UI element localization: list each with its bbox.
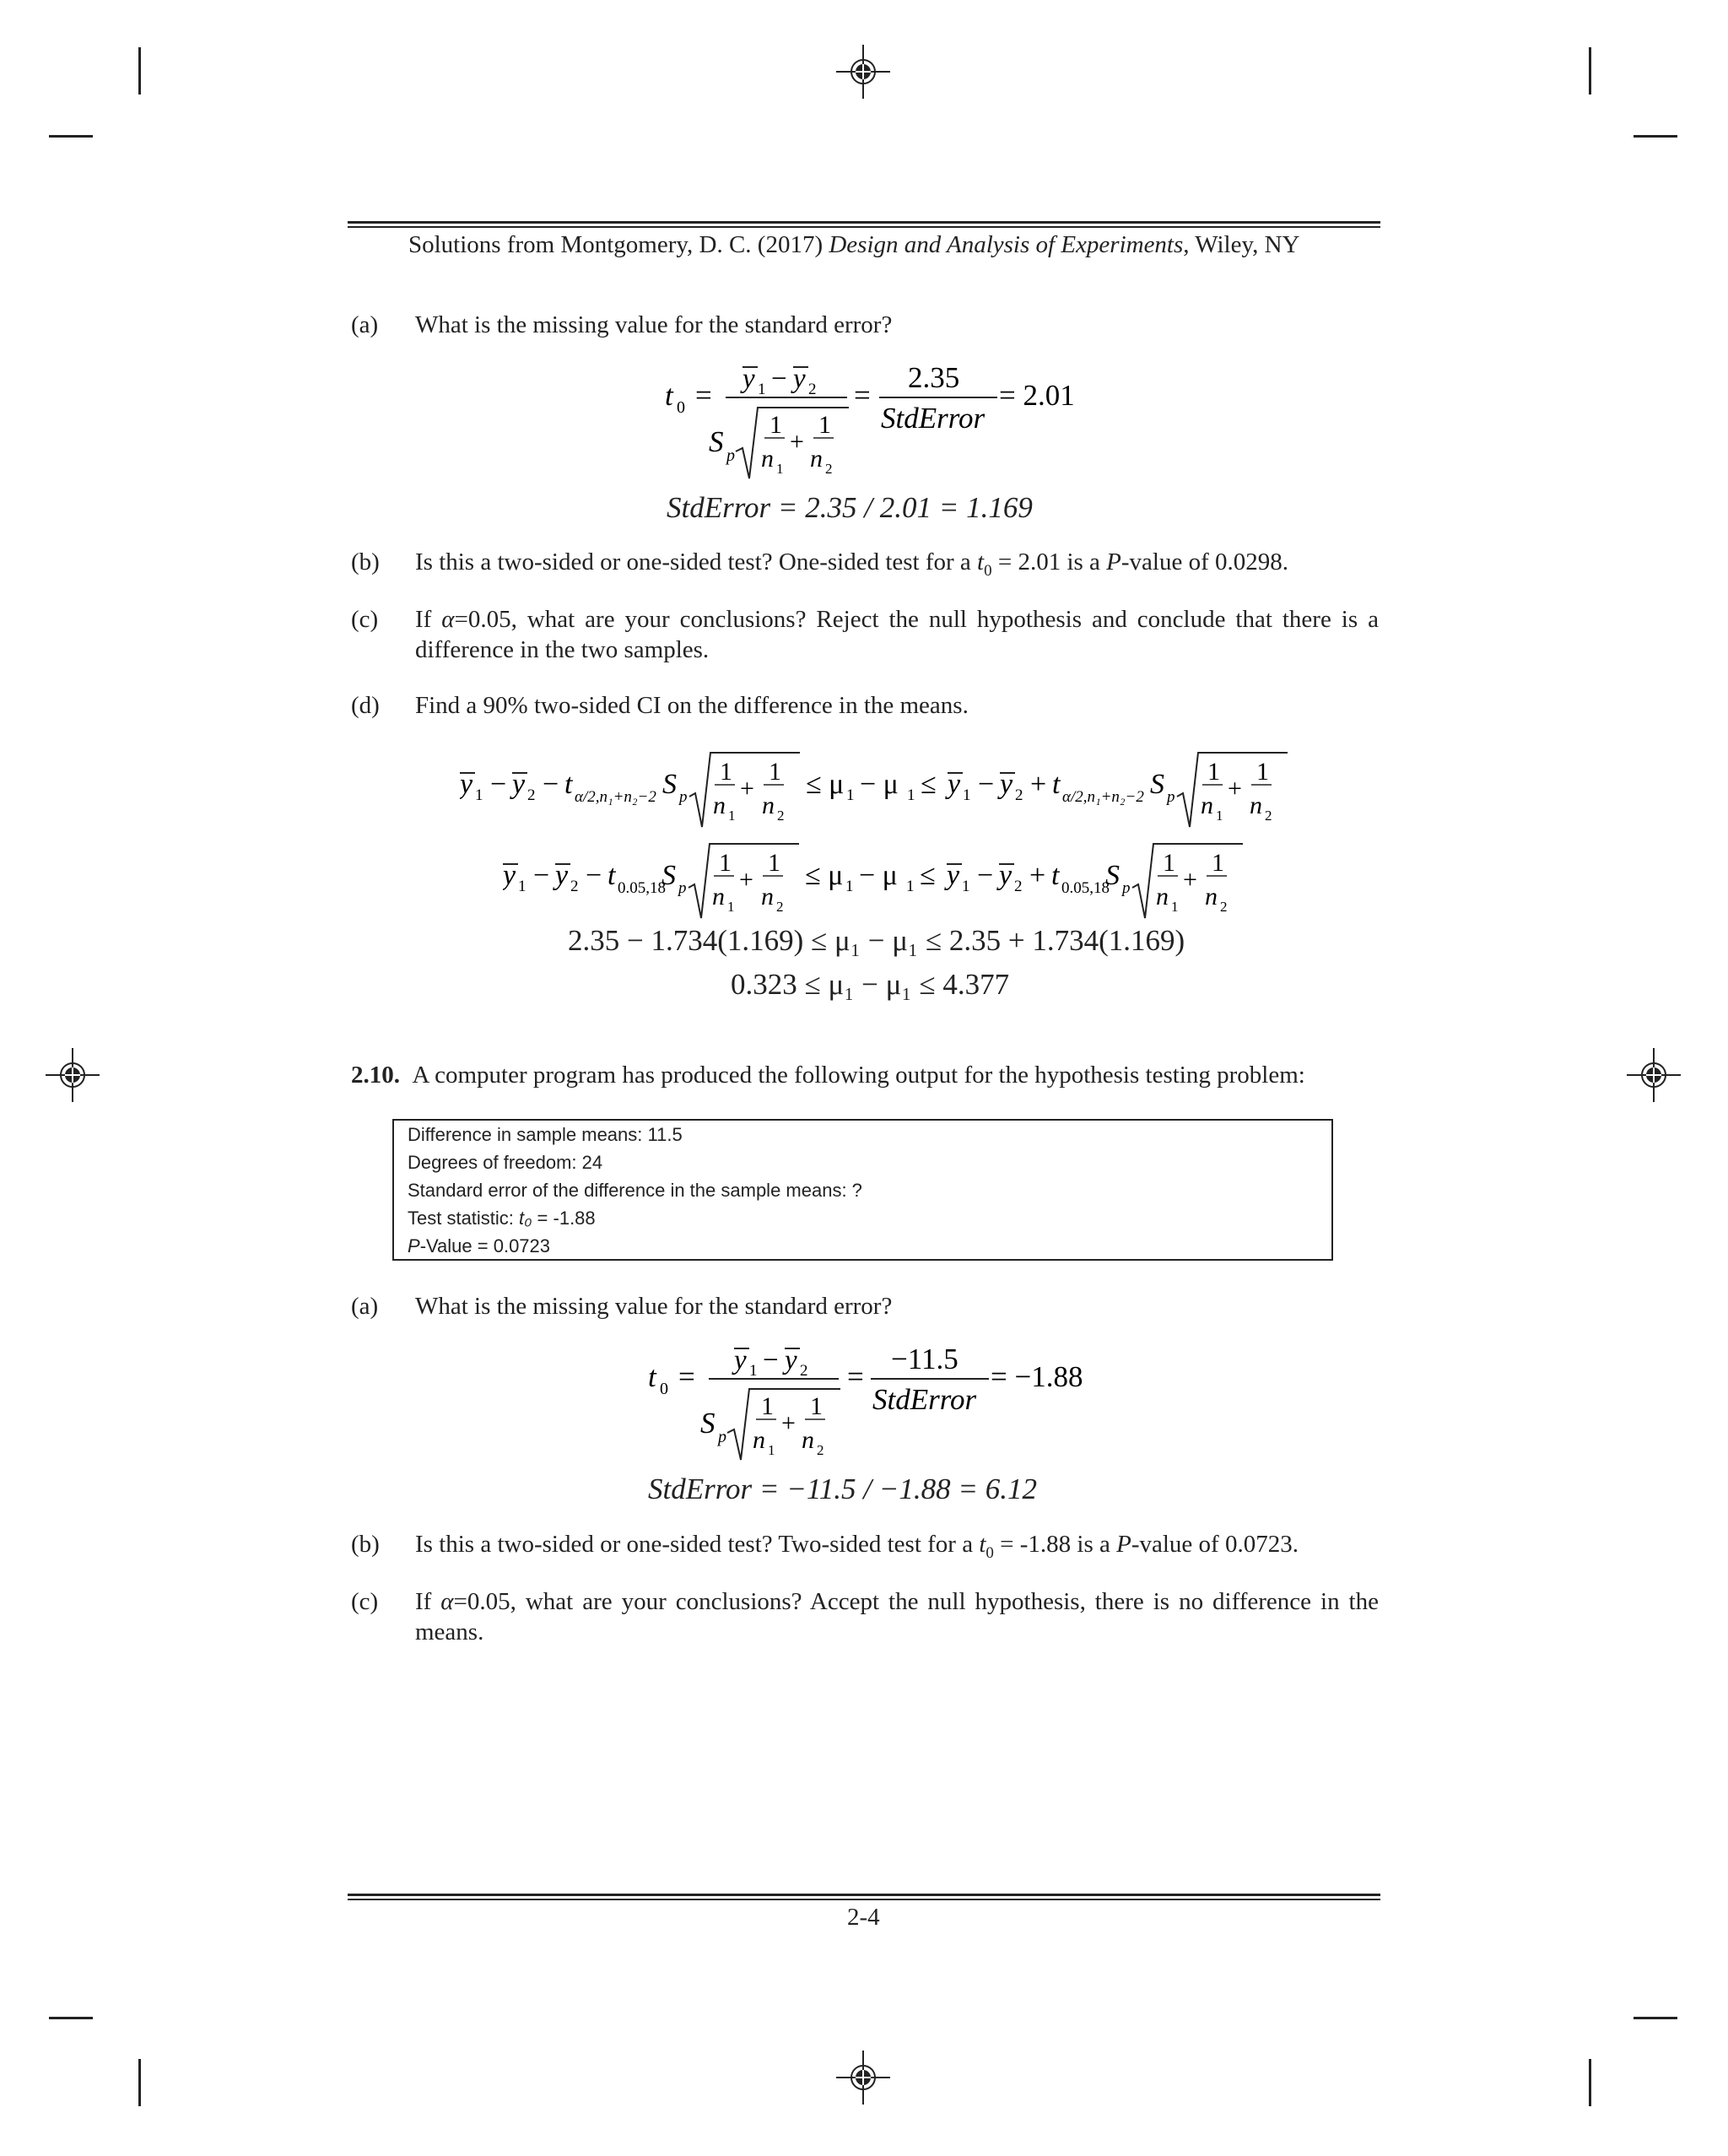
- q29-c-alpha: α: [441, 606, 455, 633]
- svg-text:2: 2: [825, 461, 833, 477]
- svg-text:−: −: [586, 860, 602, 891]
- svg-text:p: p: [1122, 879, 1131, 897]
- svg-text:− μ: − μ: [860, 769, 899, 800]
- crop-mark-top-right-horizontal: [1634, 135, 1677, 138]
- q29-c-text-part1: If: [415, 606, 442, 633]
- svg-text:≤ μ: ≤ μ: [805, 860, 844, 891]
- svg-text:n: n: [762, 792, 775, 819]
- svg-text:n: n: [810, 445, 823, 473]
- svg-text:1: 1: [963, 786, 971, 804]
- svg-text:1: 1: [810, 1392, 823, 1420]
- q210-b-t: t: [979, 1531, 986, 1558]
- q210-b-label: (b): [351, 1531, 380, 1558]
- svg-text:1: 1: [770, 411, 782, 439]
- svg-text:≤: ≤: [921, 769, 937, 800]
- output-pvalue-value: -Value = 0.0723: [419, 1235, 551, 1256]
- svg-text:y: y: [999, 860, 1012, 891]
- svg-text:y: y: [503, 860, 516, 891]
- page-number: 2-4: [847, 1904, 880, 1931]
- header-rule-thick: [348, 221, 1380, 224]
- footer-rule-thin: [348, 1899, 1380, 1900]
- q210-b-t-sub: 0: [986, 1543, 994, 1562]
- header-book-title: Design and Analysis of Experiments: [829, 231, 1184, 258]
- svg-text:1: 1: [768, 1442, 775, 1458]
- svg-text:p: p: [1167, 788, 1175, 806]
- registration-mark-bottom-icon: [836, 2051, 890, 2105]
- registration-mark-top-icon: [836, 45, 890, 99]
- q29-c-text: [415, 604, 1379, 665]
- svg-text:t: t: [564, 769, 573, 800]
- svg-text:1: 1: [758, 381, 766, 398]
- q29-a-eq-result: = 2.01: [999, 379, 1075, 412]
- svg-text:2: 2: [800, 1362, 808, 1380]
- output-line-stderr: Standard error of the difference in the sample means: ?: [408, 1180, 862, 1201]
- svg-text:n: n: [713, 792, 726, 819]
- q29-a-eq-denominator: StdError: [881, 402, 986, 435]
- q29-b-label: (b): [351, 548, 380, 575]
- q210-b-text-part3: -value of 0.0723.: [1131, 1531, 1299, 1558]
- running-header: [408, 230, 1299, 260]
- q210-c-alpha: α: [440, 1588, 454, 1615]
- q210-number: 2.10.: [351, 1062, 400, 1089]
- svg-text:y: y: [785, 1345, 797, 1375]
- q210-c-text-part2: =0.05, what are your conclusions? Accept the null hypothesis, there is no difference in the means.: [415, 1588, 1379, 1645]
- q210-t-statistic-equation: [641, 1340, 1097, 1475]
- svg-text:−: −: [977, 860, 994, 891]
- q29-a-stderr-line: StdError = 2.35 / 2.01 = 1.169: [667, 491, 1033, 524]
- svg-text:2: 2: [776, 899, 784, 915]
- q29-t-statistic-equation: [658, 359, 1080, 494]
- q29-b-p: P: [1106, 548, 1121, 575]
- svg-text:t: t: [648, 1360, 656, 1393]
- q29-a-text: What is the missing value for the standard error?: [415, 311, 893, 338]
- q29-d-ci-line4: 0.323 ≤ μ₁ − μ₁ ≤ 4.377: [731, 968, 1010, 1001]
- output-test-stat-label: Test statistic:: [408, 1208, 520, 1229]
- q210-c-text: [415, 1586, 1379, 1647]
- svg-text:1: 1: [518, 878, 526, 895]
- q210-a-eq-denominator: StdError: [872, 1383, 977, 1416]
- q210-c-text-part1: If: [415, 1588, 441, 1615]
- svg-text:1: 1: [761, 1392, 774, 1420]
- svg-text:p: p: [726, 446, 735, 465]
- crop-mark-bottom-right-vertical: [1589, 2059, 1591, 2106]
- svg-text:α/2,n₁+n₂−2: α/2,n₁+n₂−2: [575, 788, 656, 806]
- svg-text:p: p: [678, 879, 687, 897]
- svg-text:≤: ≤: [920, 860, 936, 891]
- svg-text:S: S: [700, 1407, 716, 1440]
- svg-text:y: y: [512, 769, 526, 800]
- svg-text:S: S: [662, 860, 676, 891]
- svg-text:S: S: [1105, 860, 1120, 891]
- q29-c-text-part2: =0.05, what are your conclusions? Reject the null hypothesis and conclude that there is a difference in the two samples.: [415, 606, 1379, 663]
- svg-text:0: 0: [677, 398, 685, 417]
- crop-mark-bottom-left-vertical: [138, 2059, 141, 2106]
- crop-mark-top-right-vertical: [1589, 47, 1591, 95]
- q210-a-stderr-line: StdError = −11.5 / −1.88 = 6.12: [648, 1472, 1038, 1505]
- svg-text:2: 2: [570, 878, 579, 895]
- svg-text:2: 2: [527, 786, 536, 804]
- output-pvalue-p: P: [408, 1235, 420, 1256]
- svg-text:+: +: [790, 428, 804, 456]
- q210-a-eq-result: = −1.88: [991, 1360, 1083, 1393]
- svg-text:n: n: [753, 1426, 765, 1454]
- q29-d-ci-numeric-equation: [503, 834, 1262, 927]
- computer-output-box: [392, 1119, 1333, 1261]
- svg-text:y: y: [1000, 769, 1013, 800]
- svg-text:y: y: [948, 769, 961, 800]
- svg-text:t: t: [665, 379, 673, 412]
- svg-text:−: −: [771, 364, 787, 394]
- svg-text:n: n: [1201, 792, 1213, 819]
- svg-text:0.05,18: 0.05,18: [618, 879, 666, 897]
- svg-text:α/2,n₁+n₂−2: α/2,n₁+n₂−2: [1062, 788, 1144, 806]
- svg-text:n: n: [1156, 883, 1169, 910]
- q29-b-text-part1: Is this a two-sided or one-sided test? One-sided test for a: [415, 548, 978, 575]
- q29-a-eq-numerator: 2.35: [908, 361, 960, 394]
- svg-text:1: 1: [818, 411, 831, 439]
- q29-b-text: [415, 547, 1379, 586]
- svg-text:1: 1: [1171, 899, 1179, 915]
- svg-text:1: 1: [1207, 758, 1220, 786]
- svg-text:p: p: [718, 1428, 726, 1446]
- svg-text:1: 1: [906, 878, 915, 895]
- svg-text:t: t: [1051, 860, 1060, 891]
- q210-intro-text: A computer program has produced the following output for the hypothesis testing problem:: [412, 1062, 1305, 1089]
- svg-text:+: +: [1030, 769, 1047, 800]
- svg-text:1: 1: [1212, 849, 1224, 877]
- svg-text:1: 1: [728, 808, 736, 824]
- q29-d-ci-general-equation: [460, 743, 1304, 835]
- q210-intro: [351, 1060, 1305, 1090]
- svg-text:−: −: [978, 769, 995, 800]
- svg-text:+: +: [740, 775, 754, 802]
- svg-text:p: p: [679, 788, 688, 806]
- q29-d-ci-line3: 2.35 − 1.734(1.169) ≤ μ₁ − μ₁ ≤ 2.35 + 1.734(1.169): [568, 924, 1185, 957]
- svg-text:=: =: [854, 379, 871, 412]
- svg-text:1: 1: [1163, 849, 1175, 877]
- q29-b-t-sub: 0: [984, 561, 992, 580]
- svg-text:2: 2: [1014, 878, 1023, 895]
- svg-text:n: n: [712, 883, 725, 910]
- svg-text:0.05,18: 0.05,18: [1061, 879, 1110, 897]
- svg-text:1: 1: [776, 461, 784, 477]
- svg-text:n: n: [1250, 792, 1262, 819]
- q210-b-text-part1: Is this a two-sided or one-sided test? Two-sided test for a: [415, 1531, 980, 1558]
- svg-text:≤ μ: ≤ μ: [806, 769, 845, 800]
- svg-text:1: 1: [846, 786, 855, 804]
- svg-text:2: 2: [808, 381, 817, 398]
- svg-text:y: y: [460, 769, 473, 800]
- svg-text:t: t: [608, 860, 616, 891]
- svg-text:y: y: [793, 364, 806, 394]
- q29-c-label: (c): [351, 606, 379, 633]
- svg-text:1: 1: [962, 878, 970, 895]
- header-prefix: Solutions from Montgomery, D. C. (2017): [408, 231, 829, 258]
- output-line-test-statistic: [408, 1204, 596, 1233]
- q29-d-label: (d): [351, 692, 380, 719]
- header-suffix: , Wiley, NY: [1183, 231, 1300, 258]
- output-line-df: Degrees of freedom: 24: [408, 1152, 603, 1173]
- q29-a-label: (a): [351, 311, 379, 338]
- svg-text:1: 1: [749, 1362, 758, 1380]
- svg-text:−: −: [533, 860, 550, 891]
- crop-mark-bottom-left-horizontal: [49, 2017, 93, 2019]
- svg-text:t: t: [1052, 769, 1061, 800]
- crop-mark-bottom-right-horizontal: [1634, 2017, 1677, 2019]
- svg-text:0: 0: [660, 1380, 668, 1398]
- svg-text:2: 2: [1015, 786, 1023, 804]
- svg-text:1: 1: [727, 899, 735, 915]
- q29-d-text: Find a 90% two-sided CI on the difference in the means.: [415, 692, 969, 719]
- svg-text:+: +: [1029, 860, 1046, 891]
- svg-text:y: y: [555, 860, 569, 891]
- registration-mark-right-icon: [1627, 1048, 1681, 1102]
- output-test-stat-value: = -1.88: [532, 1208, 596, 1229]
- q29-b-t: t: [977, 548, 985, 575]
- svg-text:S: S: [662, 769, 677, 800]
- svg-text:+: +: [739, 866, 753, 894]
- svg-text:2: 2: [777, 808, 785, 824]
- svg-text:+: +: [781, 1409, 796, 1437]
- svg-text:y: y: [742, 364, 755, 394]
- output-line-pvalue: [408, 1232, 550, 1261]
- svg-text:n: n: [1205, 883, 1218, 910]
- header-rule-thin: [348, 226, 1380, 228]
- svg-text:2: 2: [1220, 899, 1228, 915]
- crop-mark-top-left-horizontal: [49, 135, 93, 138]
- svg-text:1: 1: [768, 849, 780, 877]
- svg-text:2: 2: [1265, 808, 1272, 824]
- svg-text:y: y: [734, 1345, 747, 1375]
- svg-text:=: =: [678, 1360, 695, 1393]
- svg-text:n: n: [761, 883, 774, 910]
- svg-text:1: 1: [1216, 808, 1223, 824]
- svg-text:1: 1: [769, 758, 781, 786]
- q210-b-p: P: [1116, 1531, 1131, 1558]
- svg-text:=: =: [695, 379, 712, 412]
- output-test-stat-t: t₀: [519, 1208, 532, 1229]
- svg-text:1: 1: [475, 786, 483, 804]
- svg-text:n: n: [802, 1426, 814, 1454]
- q210-b-text-part2: = -1.88 is a: [993, 1531, 1117, 1558]
- svg-text:−: −: [763, 1345, 779, 1375]
- q210-b-text: [415, 1529, 1379, 1569]
- svg-text:y: y: [947, 860, 960, 891]
- svg-text:S: S: [1150, 769, 1164, 800]
- svg-text:n: n: [761, 445, 774, 473]
- svg-text:1: 1: [720, 758, 732, 786]
- svg-text:− μ: − μ: [859, 860, 898, 891]
- svg-text:S: S: [709, 425, 724, 458]
- registration-mark-left-icon: [46, 1048, 100, 1102]
- footer-rule-thick: [348, 1894, 1380, 1896]
- svg-text:2: 2: [817, 1442, 824, 1458]
- svg-text:+: +: [1183, 866, 1197, 894]
- svg-text:−: −: [543, 769, 559, 800]
- crop-mark-top-left-vertical: [138, 47, 141, 95]
- svg-text:1: 1: [845, 878, 854, 895]
- q210-a-eq-numerator: −11.5: [891, 1343, 958, 1375]
- svg-text:−: −: [490, 769, 507, 800]
- q210-a-label: (a): [351, 1293, 379, 1320]
- q210-a-text: What is the missing value for the standard error?: [415, 1293, 893, 1320]
- svg-text:1: 1: [907, 786, 915, 804]
- q29-b-text-part2: = 2.01 is a: [991, 548, 1107, 575]
- svg-text:=: =: [847, 1360, 864, 1393]
- svg-text:+: +: [1228, 775, 1242, 802]
- q29-b-text-part3: -value of 0.0298.: [1120, 548, 1289, 575]
- q210-c-label: (c): [351, 1588, 379, 1615]
- svg-text:1: 1: [1256, 758, 1269, 786]
- output-line-difference: Difference in sample means: 11.5: [408, 1124, 683, 1145]
- svg-text:1: 1: [719, 849, 732, 877]
